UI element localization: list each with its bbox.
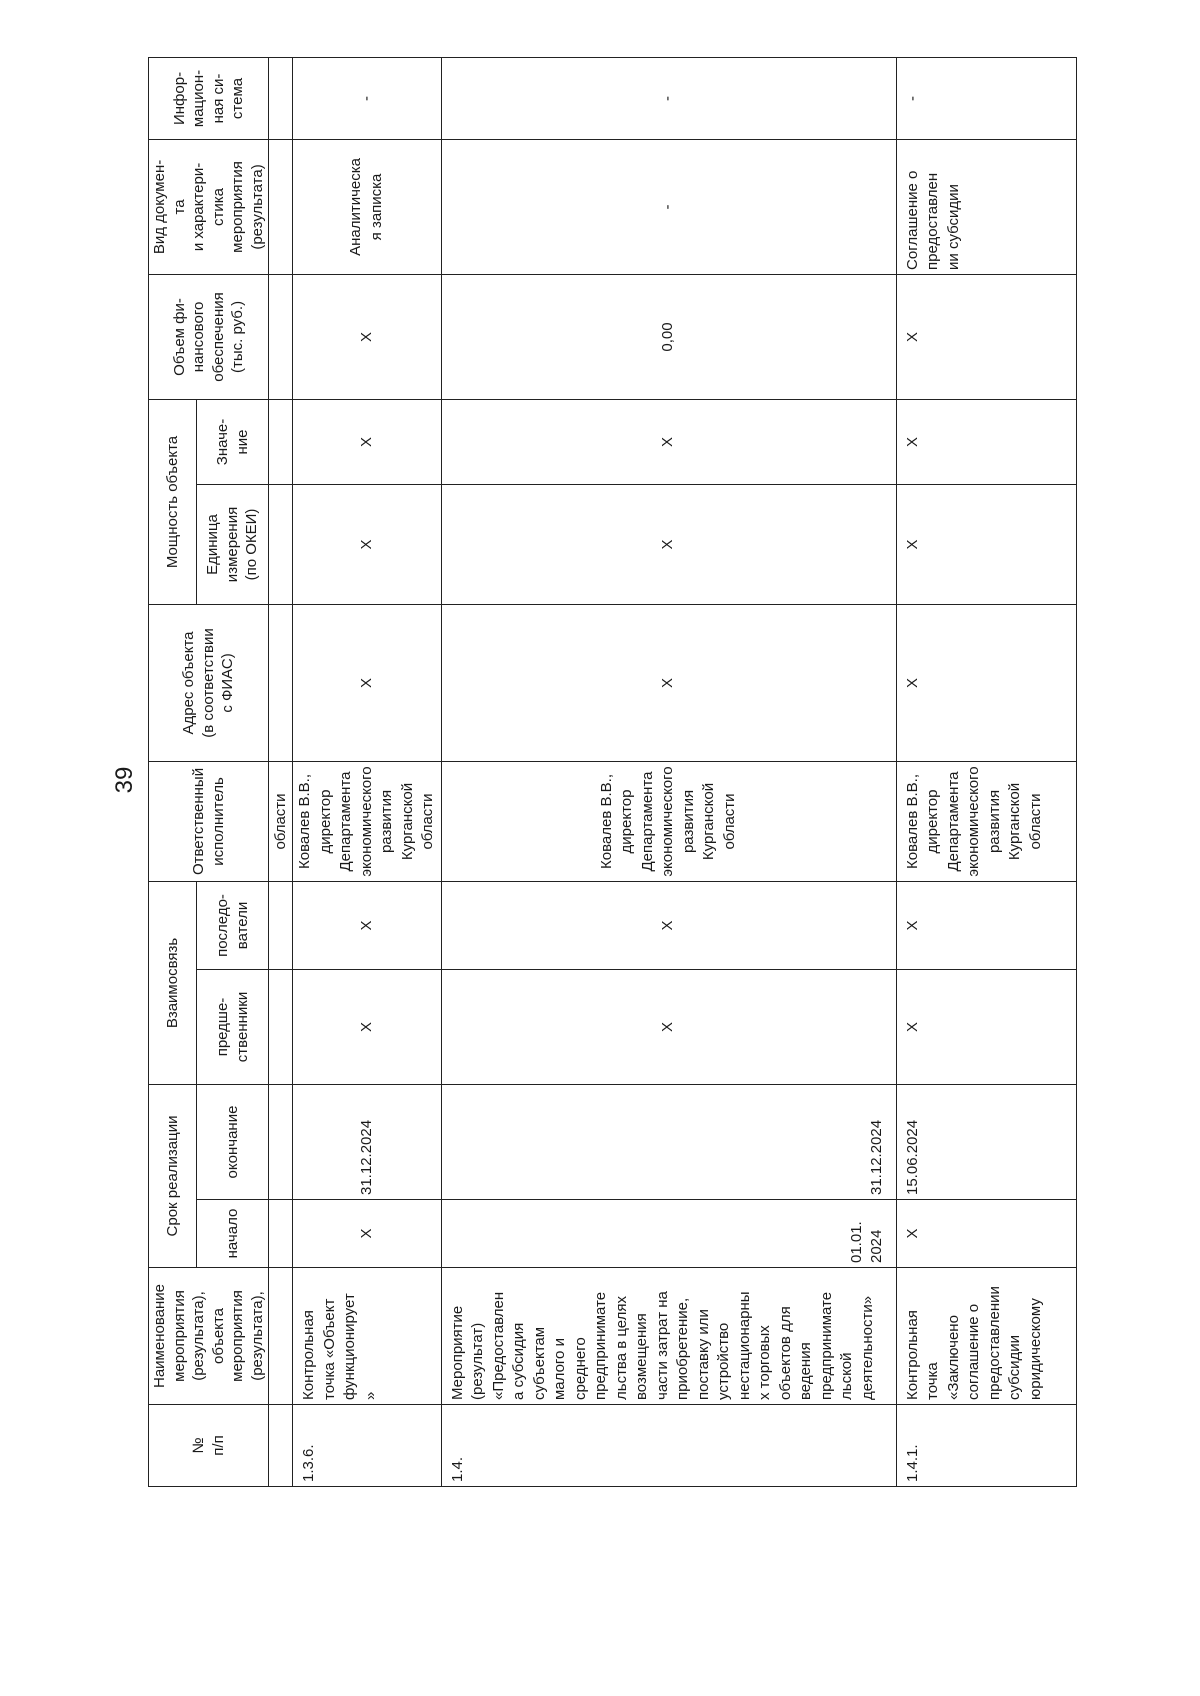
cell-empty (269, 274, 293, 399)
cell-start: 01.01. 2024 (441, 1200, 896, 1268)
table-row (441, 57, 896, 1486)
cell-predecessors: X (896, 969, 1076, 1084)
cell-address: X (441, 604, 896, 761)
cell-empty (269, 139, 293, 274)
header-name: Наименование мероприятия (результата), объекта мероприятия (результата), (149, 1268, 269, 1405)
cell-unit: X (293, 484, 442, 604)
cell-value: X (293, 399, 442, 484)
header-number: № п/п (149, 1405, 269, 1487)
cell-empty (269, 1200, 293, 1268)
cell-doc-type: Аналитическа я записка (293, 139, 442, 274)
cell-empty (269, 57, 293, 139)
header-row (149, 57, 197, 1486)
cell-end: 31.12.2024 (293, 1084, 442, 1199)
cell-empty (269, 399, 293, 484)
cell-number: 1.4.1. (896, 1405, 1076, 1487)
cell-responsible: Ковалев В.В., директор Департамента экономического развития Курганской области (441, 761, 896, 881)
cell-address: X (896, 604, 1076, 761)
cell-responsible: области (269, 761, 293, 881)
cell-empty (269, 969, 293, 1084)
cell-empty (269, 881, 293, 969)
cell-funding: X (896, 274, 1076, 399)
header-start: начало (197, 1200, 269, 1268)
header-period: Срок реализации (149, 1084, 197, 1267)
cell-name: Контрольная точка «Заключено соглашение о предоставлении субсидии юридическому (896, 1268, 1076, 1405)
header-info-system: Инфор- мацион- ная си- стема (149, 57, 269, 139)
cell-value: X (896, 399, 1076, 484)
cell-doc-type: - (441, 139, 896, 274)
cell-empty (269, 1084, 293, 1199)
cell-empty (269, 604, 293, 761)
cell-funding: 0,00 (441, 274, 896, 399)
table-row (293, 57, 442, 1486)
cell-info-system: - (441, 57, 896, 139)
header-successors: последо- ватели (197, 881, 269, 969)
header-predecessors: предше- ственники (197, 969, 269, 1084)
cell-start: X (896, 1200, 1076, 1268)
cell-funding: X (293, 274, 442, 399)
header-funding: Объем фи- нансового обеспечения (тыс. руб.) (149, 274, 269, 399)
cell-empty (269, 484, 293, 604)
cell-empty (269, 1405, 293, 1487)
cell-empty (269, 1268, 293, 1405)
cell-predecessors: X (441, 969, 896, 1084)
cell-end: 31.12.2024 (441, 1084, 896, 1199)
table-row (896, 57, 1076, 1486)
cell-info-system: - (293, 57, 442, 139)
cell-responsible: Ковалев В.В., директор Департамента экономического развития Курганской области (293, 761, 442, 881)
cell-name: Контрольная точка «Объект функционирует » (293, 1268, 442, 1405)
cell-unit: X (896, 484, 1076, 604)
cell-value: X (441, 399, 896, 484)
cell-info-system: - (896, 57, 1076, 139)
header-responsible: Ответственный исполнитель (149, 761, 269, 881)
header-end: окончание (197, 1084, 269, 1199)
cell-doc-type: Соглашение о предоставлен ии субсидии (896, 139, 1076, 274)
header-relations: Взаимосвязь (149, 881, 197, 1084)
continuation-row (269, 57, 293, 1486)
page-number: 39 (111, 766, 138, 794)
cell-predecessors: X (293, 969, 442, 1084)
cell-successors: X (896, 881, 1076, 969)
activity-table (148, 57, 1077, 1487)
cell-address: X (293, 604, 442, 761)
cell-start: X (293, 1200, 442, 1268)
cell-number: 1.3.6. (293, 1405, 442, 1487)
header-value: Значе- ние (197, 399, 269, 484)
cell-successors: X (293, 881, 442, 969)
cell-responsible: Ковалев В.В., директор Департамента экономического развития Курганской области (896, 761, 1076, 881)
cell-number: 1.4. (441, 1405, 896, 1487)
cell-unit: X (441, 484, 896, 604)
header-unit: Единица измерения (по ОКЕИ) (197, 484, 269, 604)
cell-successors: X (441, 881, 896, 969)
cell-name: Мероприятие (результат) «Предоставлен а субсидия субъектам малого и среднего предпринимате льства в целях возмещения части затрат на приобретение, поставку или устройство нестационарны х торговых объектов для ведения предпринимате льской деятельности» (441, 1268, 896, 1405)
header-capacity: Мощность объекта (149, 399, 197, 604)
header-address: Адрес объекта (в соответствии с ФИАС) (149, 604, 269, 761)
header-doc-type: Вид докумен- та и характери- стика мероприятия (результата) (149, 139, 269, 274)
cell-end: 15.06.2024 (896, 1084, 1076, 1199)
